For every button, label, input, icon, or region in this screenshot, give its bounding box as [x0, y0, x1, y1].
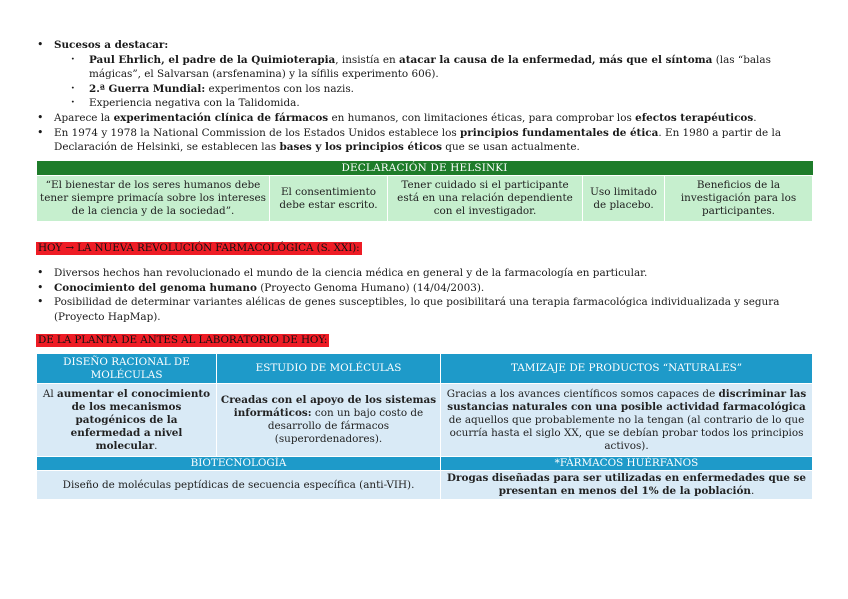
huerfanos-bold: Drogas diseñadas para ser utilizadas en enfermedades que se presentan en menos del 1% de la población	[447, 472, 806, 497]
sucesos-sublist	[54, 53, 812, 111]
tamizaje-bold: discriminar las sustancias naturales con una posible actividad farmacológica	[447, 387, 807, 413]
header-biotecnologia: BIOTECNOLOGÍA	[37, 457, 441, 471]
hoy-list	[36, 266, 812, 324]
diseno-text: Al	[42, 387, 58, 400]
helsinki-table	[36, 161, 813, 222]
hoy-item-3: Posibilidad de determinar variantes alélicas de genes susceptibles, lo que posibilitará una terapia farmacológica individualizada y segura (Proyecto HapMap).	[54, 296, 780, 323]
commission-text: En 1974 y 1978 la National Commission de los Estados Unidos establece los	[54, 126, 461, 139]
cell-tamizaje	[441, 384, 813, 457]
header-farmacos-huerfanos: *FÁRMACOS HUÉRFANOS	[441, 457, 813, 471]
diseno-text-2: .	[154, 439, 158, 452]
list-item	[36, 266, 812, 281]
ehrlich-text: , insistía en	[335, 53, 400, 66]
helsinki-title: DECLARACIÓN DE HELSINKI	[37, 161, 813, 176]
exp-text-2: en humanos, con limitaciones éticas, para comprobar los	[328, 111, 636, 124]
guerra-bold: 2.ª Guerra Mundial:	[89, 82, 206, 95]
commission-bold: principios fundamentales de ética	[460, 126, 659, 139]
exp-text-3: .	[753, 111, 757, 124]
genoma-text: (Proyecto Genoma Humano) (14/04/2003).	[256, 281, 485, 294]
list-item	[36, 38, 812, 111]
exp-bold-2: efectos terapéuticos	[635, 111, 754, 124]
helsinki-cell-consentimiento: El consentimiento debe estar escrito.	[270, 176, 388, 222]
ehrlich-bold: Paul Ehrlich, el padre de la Quimioterapia	[89, 53, 336, 66]
huerfanos-text: .	[750, 485, 755, 497]
estudio-bold: Creadas con el apoyo de los sistemas informáticos:	[220, 394, 437, 419]
commission-bold-2: bases y los principios éticos	[279, 141, 442, 154]
hoy-section	[36, 266, 812, 324]
ehrlich-bold-2: atacar la causa de la enfermedad, más que el síntoma	[399, 53, 713, 66]
intro-list	[36, 38, 812, 155]
list-item	[36, 295, 812, 324]
commission-text-2: . En 1980 a partir de la Declaración de Helsinki, se establecen las	[54, 126, 782, 154]
list-item	[71, 82, 812, 97]
genoma-bold: Conocimiento del genoma humano	[54, 281, 257, 294]
sucesos-label: Sucesos a destacar:	[54, 39, 169, 51]
list-item	[36, 281, 812, 296]
cell-diseno	[37, 384, 217, 457]
talidomida-text: Experiencia negativa con la Talidomida.	[89, 97, 300, 110]
intro-section	[36, 38, 812, 155]
cell-estudio	[217, 384, 441, 457]
list-item	[36, 111, 812, 126]
list-item	[71, 96, 812, 111]
exp-bold: experimentación clínica de fármacos	[113, 111, 329, 124]
commission-text-3: que se usan actualmente.	[442, 141, 580, 154]
planta-heading: DE LA PLANTA DE ANTES AL LABORATORIO DE HOY:	[38, 334, 328, 346]
tamizaje-text-2: de aquellos que probablemente no la tengan (al contrario de lo que ocurría hasta el siglo XX, que se debían probar todos los principios activos).	[448, 413, 805, 452]
cell-farmacos-huerfanos	[441, 471, 813, 500]
hoy-item-1: Diversos hechos han revolucionado el mundo de la ciencia médica en general y de la farmacología en particular.	[54, 267, 648, 279]
guerra-text: experimentos con los nazis.	[205, 82, 354, 95]
helsinki-cell-placebo: Uso limitado de placebo.	[583, 176, 665, 222]
list-item	[71, 53, 812, 82]
helsinki-cell-dependiente: Tener cuidado si el participante está en una relación dependiente con el investigador.	[388, 176, 583, 222]
header-diseno: DISEÑO RACIONAL DE MOLÉCULAS	[37, 354, 217, 384]
ehrlich-text-2: (las “balas mágicas”, el Salvarsan (arsfenamina) y la sífilis experimento 606).	[89, 53, 771, 81]
estudio-text: con un bajo costo de desarrollo de fármacos (superordenadores).	[267, 407, 424, 445]
list-item	[36, 126, 812, 155]
exp-text: Aparece la	[54, 111, 114, 124]
diseno-bold: aumentar el conocimiento de los mecanismos patogénicos de la enfermedad a nivel molecular	[57, 387, 211, 452]
laboratorio-table	[36, 353, 813, 500]
header-tamizaje: TAMIZAJE DE PRODUCTOS “NATURALES”	[441, 354, 813, 384]
cell-biotecnologia: Diseño de moléculas peptídicas de secuencia específica (anti-VIH).	[37, 471, 441, 500]
tamizaje-text: Gracias a los avances científicos somos capaces de	[446, 387, 719, 400]
header-estudio: ESTUDIO DE MOLÉCULAS	[217, 354, 441, 384]
helsinki-cell-bienestar: “El bienestar de los seres humanos debe tener siempre primacía sobre los intereses de la ciencia y de la sociedad”.	[37, 176, 270, 222]
hoy-heading: HOY → LA NUEVA REVOLUCIÓN FARMACOLÓGICA (S. XXI):	[38, 242, 360, 254]
helsinki-cell-beneficios: Beneficios de la investigación para los participantes.	[665, 176, 813, 222]
